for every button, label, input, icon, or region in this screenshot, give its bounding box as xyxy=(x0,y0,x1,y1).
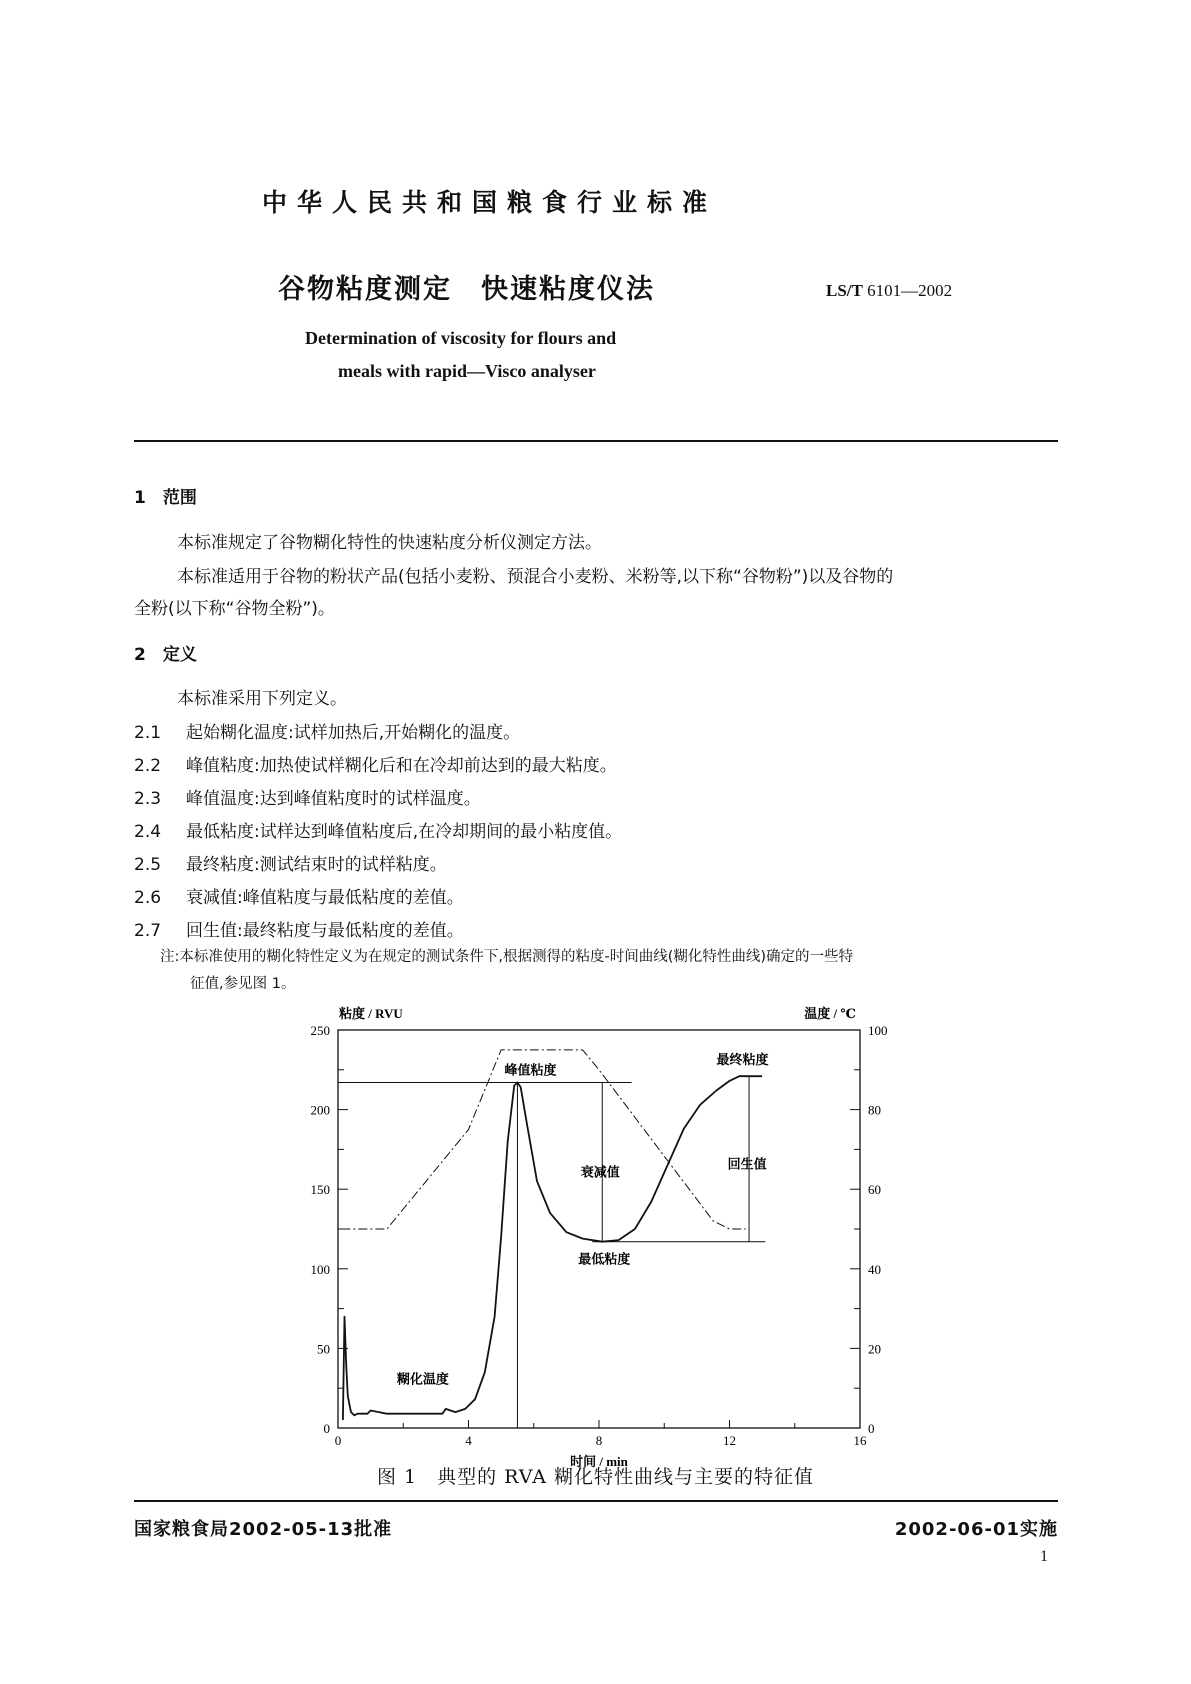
standard-category-header: 中华人民共和国粮食行业标准 xyxy=(262,188,718,217)
rva-pasting-chart xyxy=(290,1000,920,1470)
approval-date: 国家粮食局2002-05-13批准 xyxy=(134,1519,393,1540)
section2-intro: 本标准采用下列定义。 xyxy=(177,689,347,709)
x-tick-label: 16 xyxy=(853,1433,867,1448)
effective-date: 2002-06-01实施 xyxy=(894,1519,1058,1540)
x-axis-label: 时间 / min xyxy=(570,1454,628,1469)
plot-frame xyxy=(338,1030,860,1428)
section1-heading: 1 范围 xyxy=(134,488,197,508)
note-line1: 注:本标准使用的糊化特性定义为在规定的测试条件下,根据测得的粘度-时间曲线(糊化特性曲线)确定的一些特 xyxy=(160,949,854,965)
annotation-breakdown: 衰减值 xyxy=(580,1164,620,1180)
standard-code xyxy=(826,281,952,301)
definition-item: 2.7 回生值:最终粘度与最低粘度的差值。 xyxy=(134,921,464,941)
y-left-tick-label: 250 xyxy=(310,1023,330,1038)
x-tick-label: 8 xyxy=(595,1433,603,1448)
annotation-min-viscosity: 最低粘度 xyxy=(578,1251,631,1267)
annotation-final-viscosity: 最终粘度 xyxy=(716,1052,769,1068)
x-tick-label: 12 xyxy=(723,1433,736,1448)
document-title-en-line1: Determination of viscosity for flours and xyxy=(305,328,617,348)
note-line2: 征值,参见图 1。 xyxy=(190,976,296,992)
viscosity-curve xyxy=(343,1076,762,1420)
document-title-zh: 谷物粘度测定 快速粘度仪法 xyxy=(278,274,655,305)
section1-paragraph2-line1: 本标准适用于谷物的粉状产品(包括小麦粉、预混合小麦粉、米粉等,以下称“谷物粉”)以及谷物的 xyxy=(177,567,894,587)
y-right-tick-label: 60 xyxy=(868,1182,881,1198)
annotation-peak-viscosity: 峰值粘度 xyxy=(504,1062,557,1078)
standard-code-prefix: LS/T xyxy=(826,281,863,300)
y-left-axis-label: 粘度 / RVU xyxy=(339,1006,403,1021)
y-right-tick-label: 80 xyxy=(868,1102,881,1118)
y-left-tick-label: 0 xyxy=(323,1421,330,1436)
section1-paragraph1: 本标准规定了谷物糊化特性的快速粘度分析仪测定方法。 xyxy=(177,533,602,553)
document-title-en-line2: meals with rapid—Visco analyser xyxy=(338,361,596,381)
definition-item: 2.2 峰值粘度:加热使试样糊化后和在冷却前达到的最大粘度。 xyxy=(134,756,617,776)
section1-paragraph2-line2: 全粉(以下称“谷物全粉”)。 xyxy=(134,599,335,619)
annotation-pasting-temperature: 糊化温度 xyxy=(396,1371,449,1387)
x-tick-label: 0 xyxy=(334,1433,342,1448)
y-right-tick-label: 0 xyxy=(868,1421,875,1436)
y-left-tick-label: 150 xyxy=(310,1182,330,1198)
y-right-tick-label: 40 xyxy=(868,1261,881,1277)
x-tick-label: 4 xyxy=(465,1433,472,1448)
section2-heading: 2 定义 xyxy=(134,645,197,665)
top-divider xyxy=(134,440,1058,442)
definition-item: 2.3 峰值温度:达到峰值粘度时的试样温度。 xyxy=(134,789,481,809)
y-right-tick-label: 20 xyxy=(868,1341,881,1357)
definition-item: 2.6 衰减值:峰值粘度与最低粘度的差值。 xyxy=(134,888,464,908)
definition-item: 2.4 最低粘度:试样达到峰值粘度后,在冷却期间的最小粘度值。 xyxy=(134,822,623,842)
y-left-tick-label: 100 xyxy=(310,1261,330,1277)
annotation-setback: 回生值 xyxy=(727,1156,767,1172)
y-right-axis-label: 温度 / ℃ xyxy=(804,1006,856,1021)
y-left-tick-label: 50 xyxy=(317,1341,330,1357)
definition-item: 2.1 起始糊化温度:试样加热后,开始糊化的温度。 xyxy=(134,723,521,743)
y-right-tick-label: 100 xyxy=(868,1023,888,1038)
definition-item: 2.5 最终粘度:测试结束时的试样粘度。 xyxy=(134,855,447,875)
y-left-tick-label: 200 xyxy=(310,1102,330,1118)
figure-caption: 图 1 典型的 RVA 糊化特性曲线与主要的特征值 xyxy=(377,1466,814,1488)
footer-divider xyxy=(134,1500,1058,1502)
standard-code-number: 6101—2002 xyxy=(867,281,953,300)
page-number: 1 xyxy=(1040,1548,1048,1565)
